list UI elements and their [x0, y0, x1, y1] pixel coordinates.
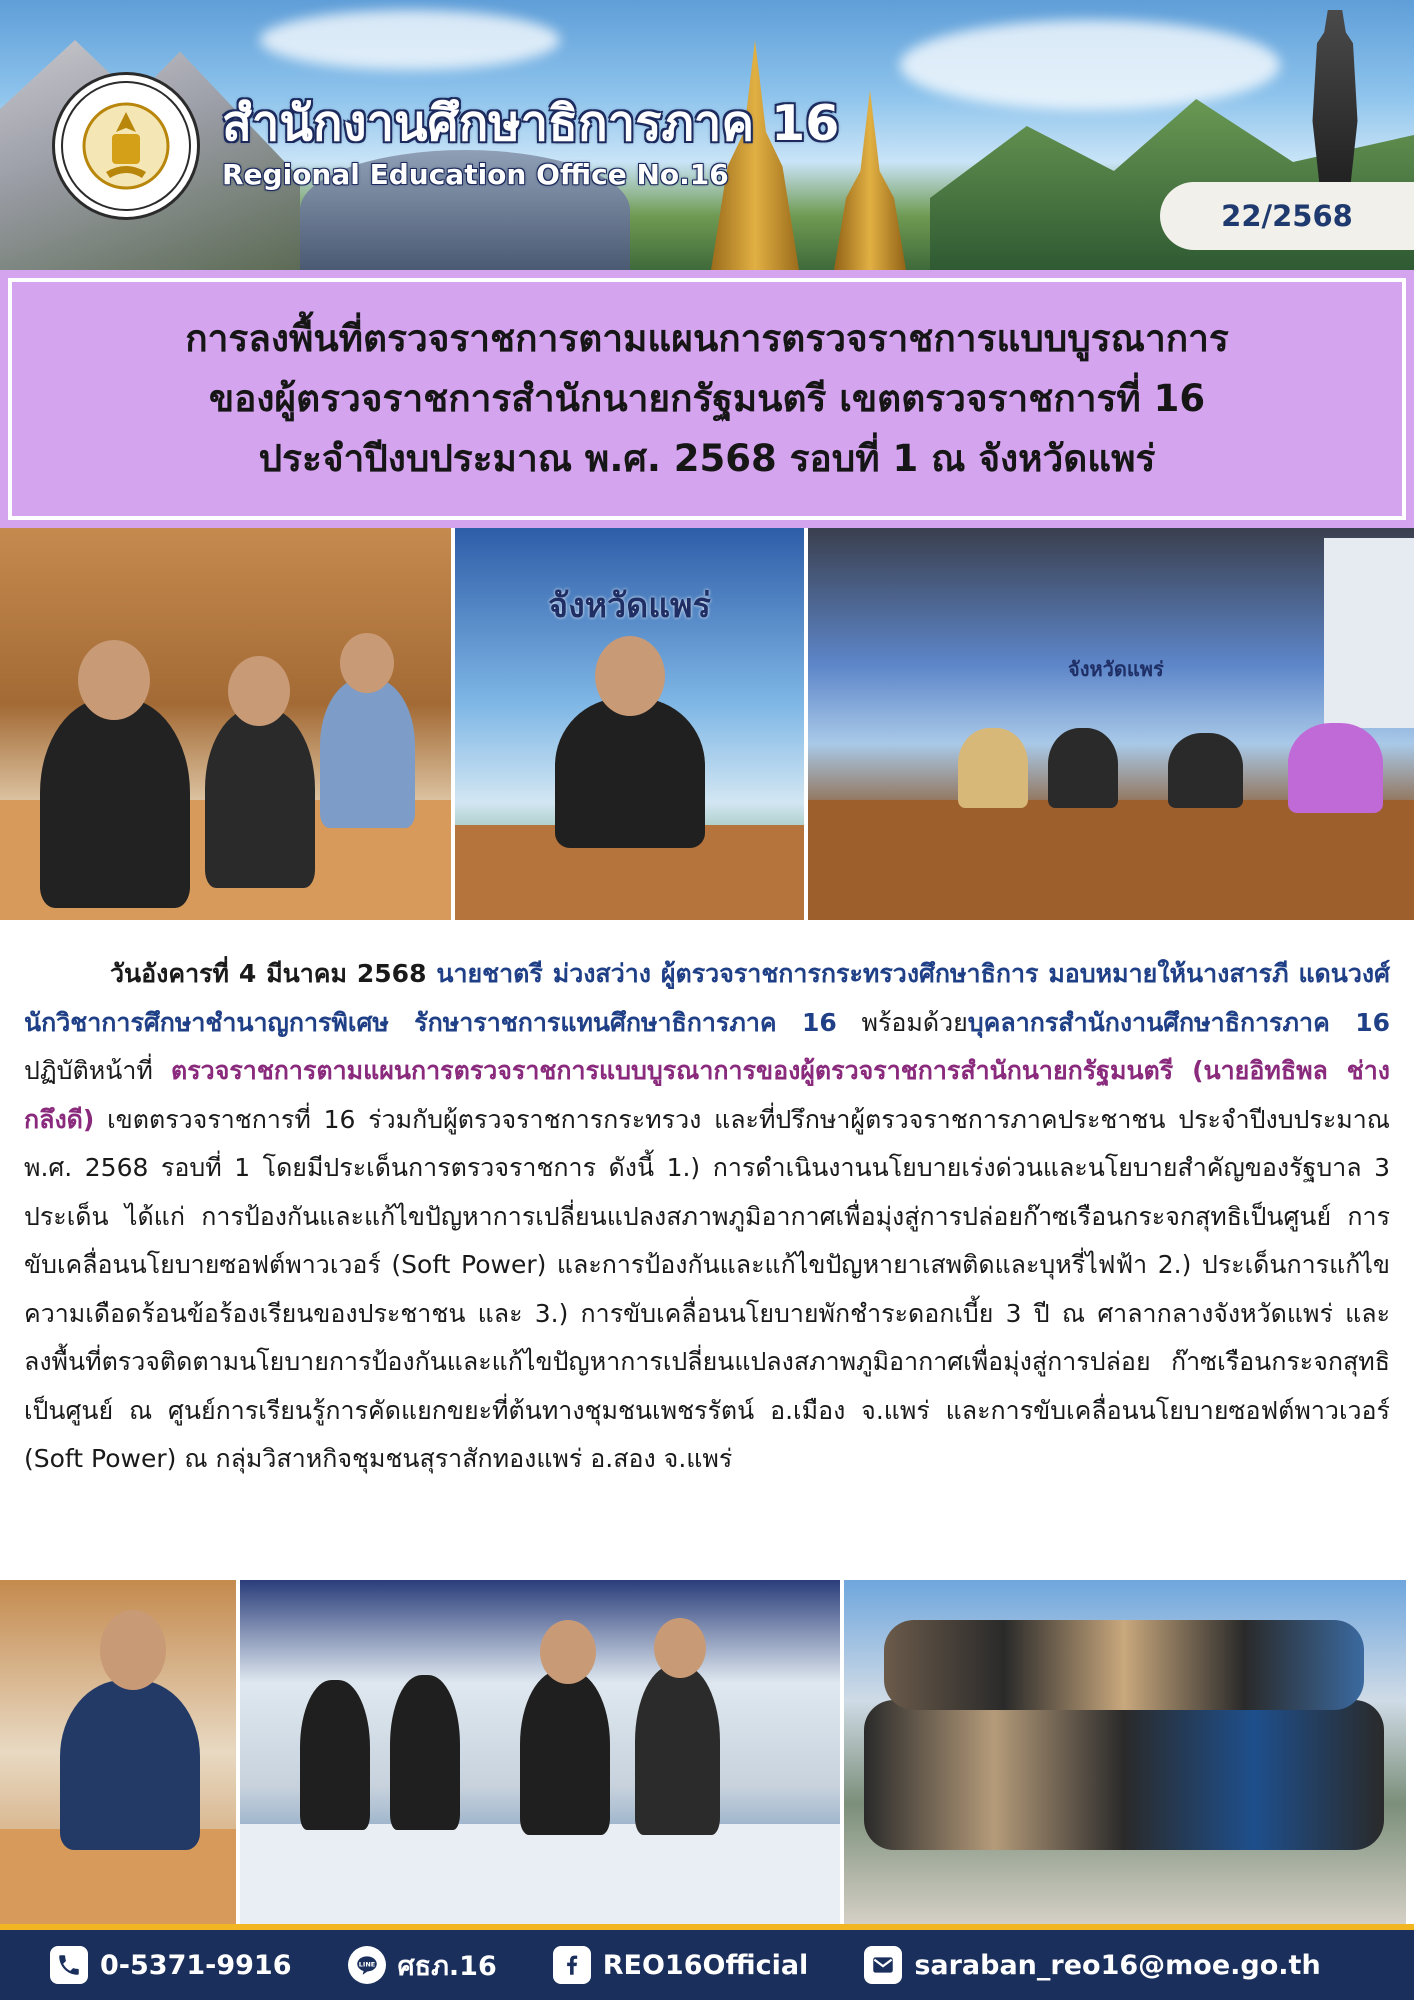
table-shape — [240, 1824, 840, 1924]
header-banner — [0, 0, 1414, 270]
person-shape — [520, 1670, 610, 1835]
person-shape — [300, 1680, 370, 1830]
person-shape — [390, 1675, 460, 1830]
photo-conference-room — [808, 528, 1414, 920]
head-shape — [595, 636, 665, 716]
head-shape — [654, 1618, 706, 1678]
province-sign-text: จังหวัดแพร่ — [548, 586, 711, 626]
photo-community-products — [240, 1580, 840, 1924]
person-shape — [958, 728, 1028, 808]
person-shape — [40, 698, 190, 908]
cloud-decoration — [900, 20, 1280, 110]
bottom-photo-row — [0, 1580, 1414, 1924]
title-box — [0, 270, 1414, 528]
desk-shape — [808, 800, 1414, 920]
projector-screen — [1324, 538, 1414, 728]
head-shape — [540, 1620, 596, 1684]
person-shape — [1048, 728, 1118, 808]
title-line-1: การลงพื้นที่ตรวจราชการตามแผนการตรวจราชการแบบบูรณาการ — [185, 317, 1229, 360]
issue-number-badge: 22/2568 — [1160, 182, 1414, 250]
group-people-shape — [864, 1700, 1384, 1850]
phone-icon — [50, 1946, 88, 1984]
footer-phone[interactable] — [50, 1946, 292, 1984]
photo-inspector-chair — [455, 528, 804, 920]
head-shape — [78, 640, 150, 720]
facebook-page: REO16Official — [602, 1949, 809, 1981]
body-text-segment: ปฏิบัติหน้าที่ — [24, 1056, 172, 1085]
email-address: saraban_reo16@moe.go.th — [914, 1949, 1321, 1981]
footer-line[interactable] — [348, 1944, 497, 1987]
province-sign-text: จังหวัดแพร่ — [1068, 657, 1164, 681]
seal-graphic — [56, 76, 196, 216]
photo-meeting-officials — [0, 528, 451, 920]
cloud-decoration — [260, 10, 560, 70]
body-inspection-plan: ตรวจราชการตามแผนการตรวจราชการแบบบูรณาการของผู้ตรวจราชการสำนักนายกรัฐมนตรี (นายอิทธิพล ช่างกลึงดี) — [24, 1056, 1391, 1134]
head-shape — [100, 1610, 166, 1690]
photo-officer-seated — [0, 1580, 236, 1924]
top-photo-row — [0, 528, 1414, 920]
contact-footer — [0, 1924, 1414, 2000]
head-shape — [228, 656, 290, 726]
title-frame — [8, 278, 1406, 520]
svg-text:LINE: LINE — [358, 1960, 375, 1969]
line-id: ศธภ.16 — [397, 1950, 497, 1982]
person-shape — [60, 1680, 200, 1850]
person-shape — [635, 1665, 720, 1835]
body-text-segment: พร้อมด้วย — [836, 1007, 968, 1037]
facebook-icon — [553, 1946, 591, 1984]
person-shape — [320, 678, 415, 828]
footer-email[interactable] — [864, 1946, 1320, 1984]
pagoda-image — [830, 90, 910, 270]
photo-group-community — [844, 1580, 1406, 1924]
body-assignment: นายชาตรี ม่วงสว่าง ผู้ตรวจราชการกระทรวงศึกษาธิการ มอบหมายให้นางสารภี แดนวงศ์ นักวิชาการศึกษาชำนาญการพิเศษ รักษาราชการแทนศึกษาธิการภาค 16 — [24, 959, 1390, 1037]
title-line-3: ประจำปีงบประมาณ พ.ศ. 2568 รอบที่ 1 ณ จังหวัดแพร่ — [258, 437, 1156, 480]
title-line-2: ของผู้ตรวจราชการสำนักนายกรัฐมนตรี เขตตรวจราชการที่ 16 — [208, 377, 1206, 420]
body-details: เขตตรวจราชการที่ 16 ร่วมกับผู้ตรวจราชการกระทรวง และที่ปรึกษาผู้ตรวจราชการภาคประชาชน ประจำปีงบประมาณ พ.ศ. 2568 รอบที่ 1 โดยมีประเด็นการตรวจราชการ ดังนี้ 1.) การดำเนินงานนโยบายเร่งด่วนและนโยบายสำคัญของรัฐบาล 3 ประเด็น ได้แก่ การป้องกันและแก้ไขปัญหาการเปลี่ยนแปลงสภาพภูมิอากาศเพื่อมุ่งสู่การปล่อยก๊าซเรือนกระจกสุทธิเป็นศูนย์ การขับเคลื่อนนโยบายซอฟต์พาวเวอร์ (Soft Power) และการป้องกันและแก้ไขปัญหายาเสพติดและบุหรี่ไฟฟ้า 2.) ประเด็นการแก้ไขความเดือดร้อนข้อร้องเรียนของประชาชน และ 3.) การขับเคลื่อนนโยบายพักชำระดอกเบี้ย 3 ปี ณ ศาลากลางจังหวัดแพร่ และลงพื้นที่ตรวจติดตามนโยบายการป้องกันและแก้ไขปัญหาการเปลี่ยนแปลงสภาพภูมิอากาศเพื่อมุ่งสู่การปล่อย ก๊าซเรือนกระจกสุทธิเป็นศูนย์ ณ ศูนย์การเรียนรู้การคัดแยกขยะที่ต้นทางชุมชนเพชรรัตน์ อ.เมือง จ.แพร่ และการขับเคลื่อนนโยบายซอฟต์พาวเวอร์ (Soft Power) ณ กลุ่มวิสาหกิจชุมชนสุราสักทองแพร่ อ.สอง จ.แพร่ — [24, 1104, 1390, 1473]
ministry-seal-icon — [52, 72, 200, 220]
email-icon — [864, 1946, 902, 1984]
person-shape — [1288, 723, 1383, 813]
group-people-shape — [884, 1620, 1364, 1710]
office-name-thai: สำนักงานศึกษาธิการภาค 16 — [222, 95, 840, 152]
line-app-icon — [348, 1946, 386, 1984]
person-shape — [205, 708, 315, 888]
footer-facebook[interactable] — [553, 1946, 809, 1984]
office-name-english: Regional Education Office No.16 — [222, 158, 729, 191]
body-staff: บุคลากรสำนักงานศึกษาธิการภาค 16 — [967, 1007, 1390, 1037]
person-shape — [555, 698, 705, 848]
body-date: วันอังคารที่ 4 มีนาคม 2568 — [110, 959, 437, 988]
news-body-paragraph — [24, 950, 1390, 1484]
head-shape — [340, 633, 394, 693]
phone-number: 0-5371-9916 — [100, 1949, 292, 1981]
person-shape — [1168, 733, 1243, 808]
